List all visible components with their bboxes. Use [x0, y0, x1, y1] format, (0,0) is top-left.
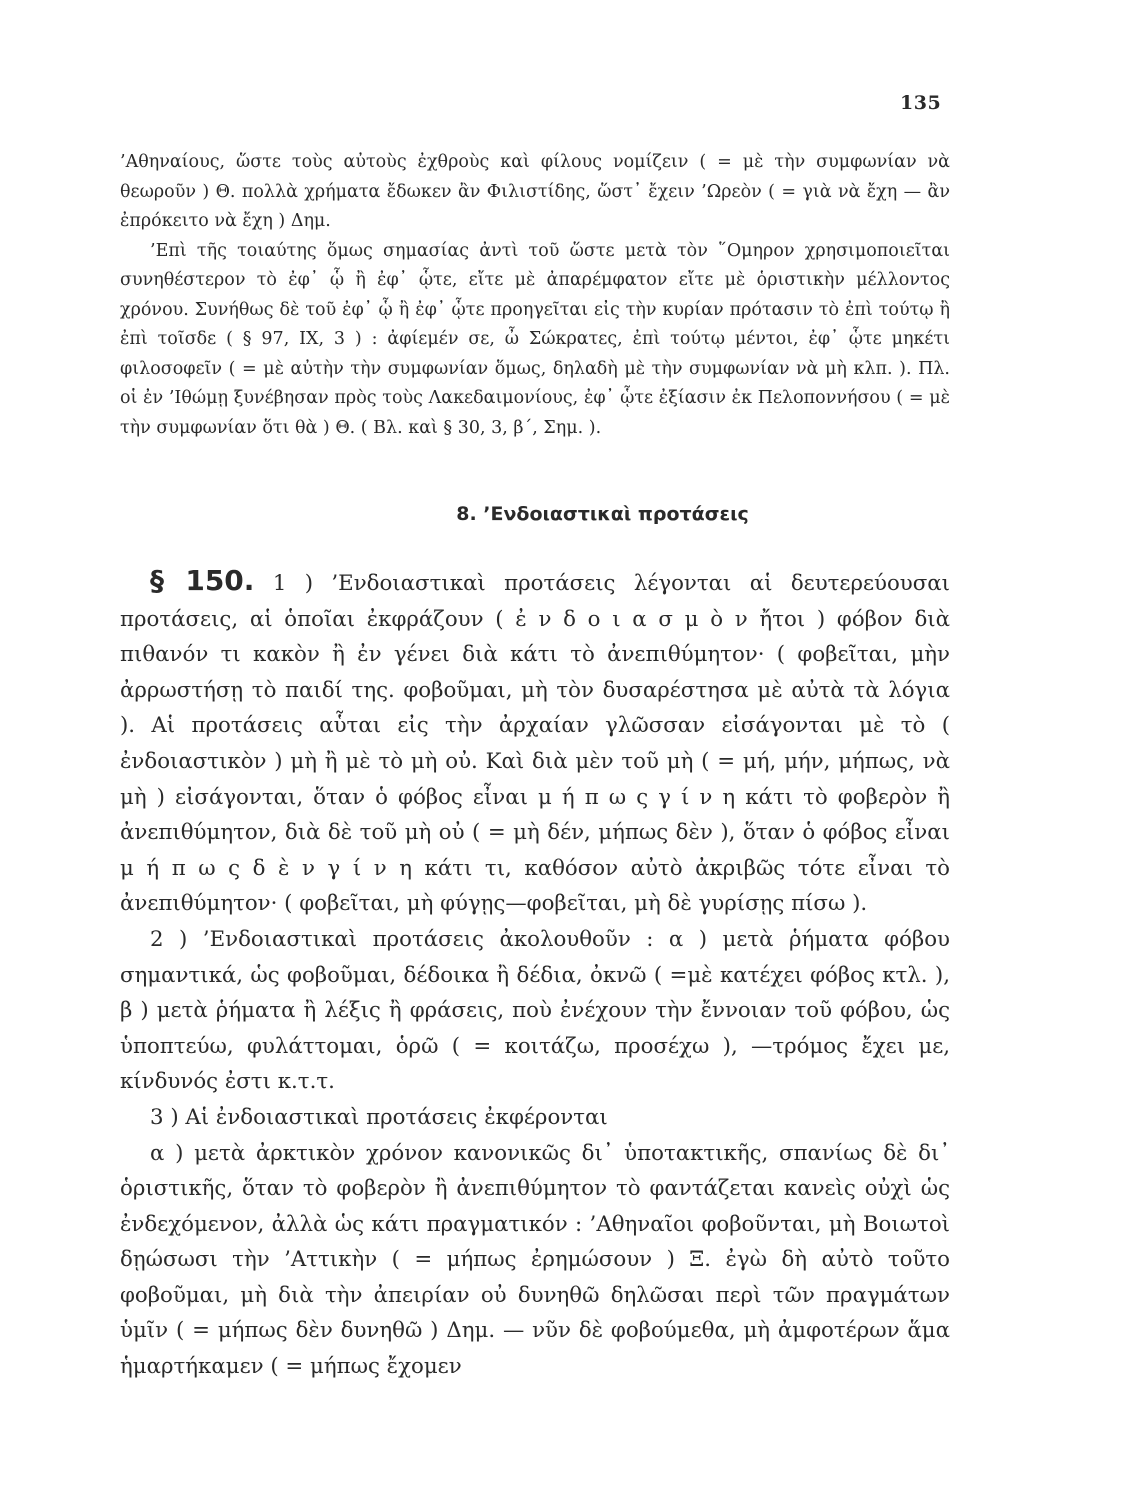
item-2-paragraph: 2 ) ’Ενδοιαστικαὶ προτάσεις ἀκολουθοῦν : α ) μετὰ ῥήματα φόβου σημαντικά, ὡς φοβοῦμαι, δέδοικα ἢ δέδια, ὀκνῶ ( =μὲ κατέχει φόβος κτλ. ), β ) μετὰ ῥήματα ἢ λέξις ἢ φράσεις, ποὺ ἐνέχουν τὴν ἔννοιαν τοῦ φόβου, ὡς ὑποπτεύω, φυλάττομαι, ὁρῶ ( = κοιτάζω, προσέχω ), —τρόμος ἔχει με, κίνδυνός ἐστι κ.τ.τ. [120, 926, 950, 1095]
top-section [120, 148, 950, 443]
main-section [120, 563, 950, 1385]
top-paragraph-1: ’Αθηναίους, ὥστε τοὺς αὐτοὺς ἐχθροὺς καὶ φίλους νομίζειν ( = μὲ τὴν συμφωνίαν νὰ θεωροῦν ) Θ. πολλὰ χρήματα ἔδωκεν ἂν Φιλιστίδης, ὥστ᾿ ἔχειν ’Ωρεὸν ( = γιὰ νὰ ἔχη — ἂν ἐπρόκειτο νὰ ἔχη ) Δημ. [120, 152, 950, 231]
top-paragraph-2: ’Επὶ τῆς τοιαύτης ὅμως σημασίας ἀντὶ τοῦ ὥστε μετὰ τὸν ῞Ομηρον χρησιμοποιεῖται συνηθέστερον τὸ ἐφ᾿ ᾧ ἢ ἐφ᾿ ᾧτε, εἴτε μὲ ἀπαρέμφατον εἴτε μὲ ὁριστικὴν μέλλοντος χρόνου. Συνήθως δὲ τοῦ ἐφ᾿ ᾧ ἢ ἐφ᾿ ᾧτε προηγεῖται εἰς τὴν κυρίαν πρότασιν τὸ ἐπὶ τούτῳ ἢ ἐπὶ τοῖσδε ( § 97, IX, 3 ) : ἀφίεμέν σε, ὦ Σώκρατες, ἐπὶ τούτῳ μέντοι, ἐφ᾿ ᾧτε μηκέτι φιλοσοφεῖν ( = μὲ αὐτὴν τὴν συμφωνίαν ὅμως, δηλαδὴ μὲ τὴν συμφωνίαν νὰ μὴ κλπ. ). Πλ. οἱ ἐν ’Ιθώμῃ ξυνέβησαν πρὸς τοὺς Λακεδαιμονίους, ἐφ᾿ ᾧτε ἐξίασιν ἐκ Πελοποννήσου ( = μὲ τὴν συμφωνίαν ὅτι θὰ ) Θ. ( Βλ. καὶ § 30, 3, β΄, Σημ. ). [120, 240, 950, 438]
item-3-paragraph: 3 ) Αἱ ἐνδοιαστικαὶ προτάσεις ἐκφέρονται [150, 1104, 608, 1130]
page-number: 135 [900, 92, 942, 114]
section-heading [0, 503, 1145, 525]
section-mark: § 150. [150, 564, 255, 597]
item-3a-paragraph: α ) μετὰ ἀρκτικὸν χρόνον κανονικῶς δι᾿ ὑποτακτικῆς, σπανίως δὲ δι᾿ ὁριστικῆς, ὅταν τὸ φοβερὸν ἢ ἀνεπιθύμητον τὸ φαντάζεται κανεὶς οὐχὶ ὡς ἐνδεχόμενον, ἀλλὰ ὡς κάτι πραγματικόν : ’Αθηναῖοι φοβοῦνται, μὴ Βοιωτοὶ δῃώσωσι τὴν ’Αττικὴν ( = μήπως ἐρημώσουν ) Ξ. ἐγὼ δὴ αὐτὸ τοῦτο φοβοῦμαι, μὴ διὰ τὴν ἀπειρίαν οὐ δυνηθῶ δηλῶσαι περὶ τῶν πραγμάτων ὑμῖν ( = μήπως δὲν δυνηθῶ ) Δημ. — νῦν δὲ φοβούμεθα, μὴ ἀμφοτέρων ἅμα ἡμαρτήκαμεν ( = μήπως ἔχομεν [120, 1140, 950, 1380]
item-1-paragraph [120, 563, 950, 922]
item-1-text: 1 ) ’Ενδοιαστικαὶ προτάσεις λέγονται αἱ δευτερεύουσαι προτάσεις, αἱ ὁποῖαι ἐκφράζουν ( ἐ ν δ ο ι α σ μ ὸ ν ἤτοι ) φόβον διὰ πιθανόν τι κακὸν ἢ ἐν γένει διὰ κάτι τὸ ἀνεπιθύμητον· ( φοβεῖται, μὴν ἀρρωστήσῃ τὸ παιδί της. φοβοῦμαι, μὴ τὸν δυσαρέστησα μὲ αὐτὰ τὰ λόγια ). Αἱ προτάσεις αὗται εἰς τὴν ἀρχαίαν γλῶσσαν εἰσάγονται μὲ τὸ ( ἐνδοιαστικὸν ) μὴ ἢ μὲ τὸ μὴ οὐ. Καὶ διὰ μὲν τοῦ μὴ ( = μή, μήν, μήπως, νὰ μὴ ) εἰσάγονται, ὅταν ὁ φόβος εἶναι μ ή π ω ς γ ί ν η κάτι τὸ φοβερὸν ἢ ἀνεπιθύμητον, διὰ δὲ τοῦ μὴ οὐ ( = μὴ δέν, μήπως δὲν ), ὅταν ὁ φόβος εἶναι μ ή π ω ς δ ὲ ν γ ί ν η κάτι τι, καθόσον αὐτὸ ἀκριβῶς τότε εἶναι τὸ ἀνεπιθύμητον· ( φοβεῖται, μὴ φύγῃς—φοβεῖται, μὴ δὲ γυρίσῃς πίσω ). [120, 571, 950, 917]
section-heading-text: 8. ’Ενδοιαστικαὶ προτάσεις [456, 503, 749, 525]
